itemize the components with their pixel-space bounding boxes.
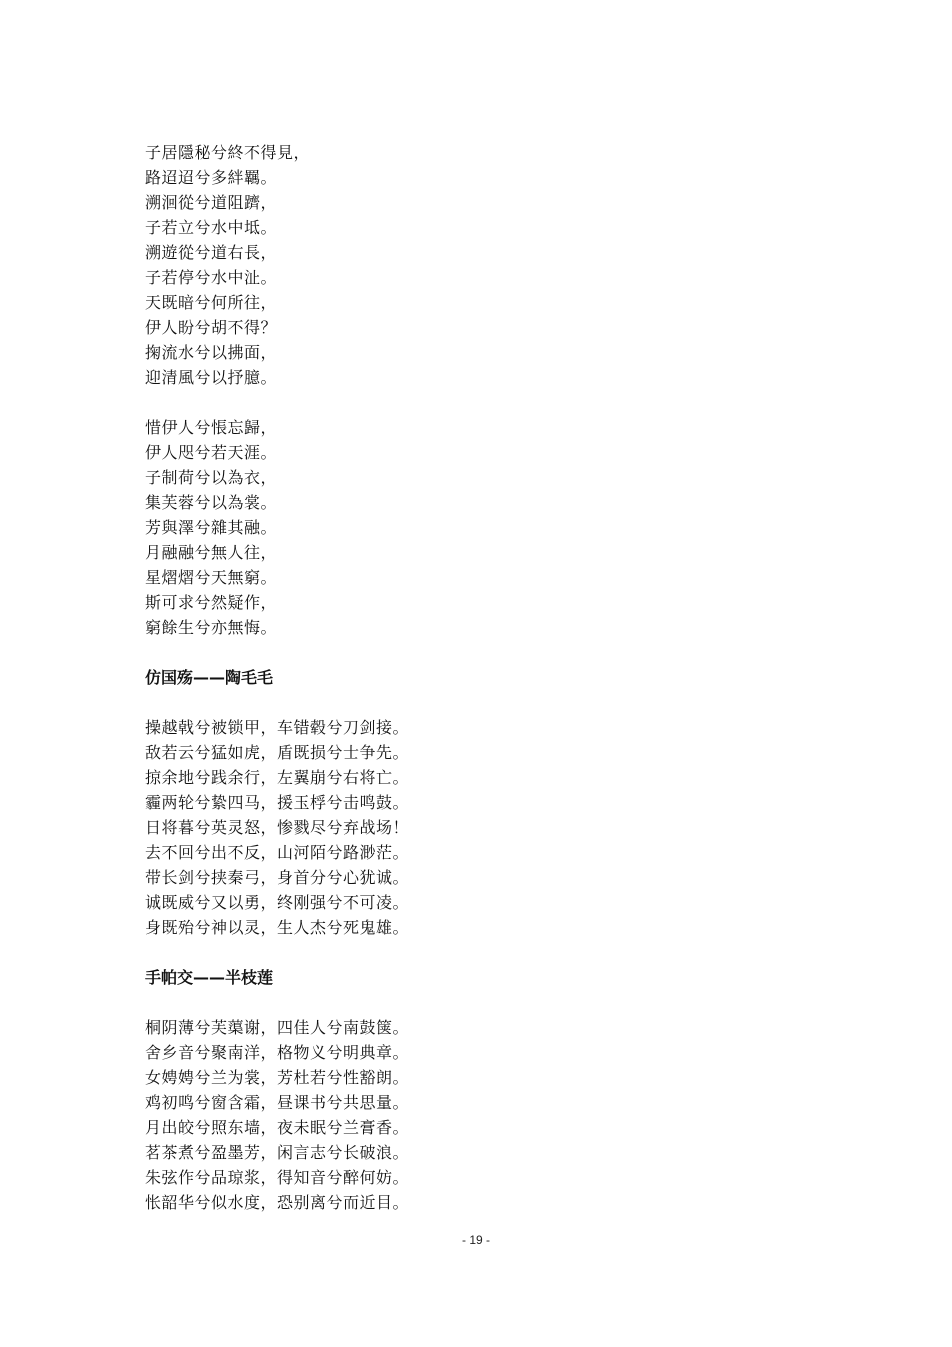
poem-line: 带长剑兮挟秦弓，身首分兮心犹诚。 xyxy=(145,868,410,887)
poem-line: 掠余地兮践余行，左翼崩兮右将亡。 xyxy=(145,768,410,787)
poem-line: 窮餘生兮亦無悔。 xyxy=(145,618,278,637)
poem-line: 溯遊從兮道右長， xyxy=(145,243,278,262)
poem-line: 集芙蓉兮以為裳。 xyxy=(145,493,278,512)
poem-line: 斯可求兮然疑作， xyxy=(145,593,278,612)
poem-line: 舍乡音兮聚南洋，格物义兮明典章。 xyxy=(145,1043,410,1062)
poem-line: 天既暗兮何所往， xyxy=(145,293,278,312)
poem-line: 霾两轮兮絷四马，援玉桴兮击鸣鼓。 xyxy=(145,793,410,812)
poem-two-heading-block xyxy=(145,665,845,690)
poem-one-stanza-two xyxy=(145,415,845,640)
poem-line: 月融融兮無人往， xyxy=(145,543,278,562)
poem-line: 日将暮兮英灵怒，惨戮尽兮弃战场！ xyxy=(145,818,410,837)
poem-heading: 手帕交——半枝莲 xyxy=(145,968,274,987)
poem-line: 子若立兮水中坻。 xyxy=(145,218,278,237)
poem-one-stanza-one xyxy=(145,140,845,390)
poem-line: 迎清風兮以抒臆。 xyxy=(145,368,278,387)
poem-line: 星熠熠兮天無窮。 xyxy=(145,568,278,587)
poem-line: 子若停兮水中沚。 xyxy=(145,268,278,287)
poem-line: 桐阴薄兮芙蕖谢，四佳人兮南鼓箧。 xyxy=(145,1018,410,1037)
poem-line: 惜伊人兮悵忘歸， xyxy=(145,418,278,437)
poem-line: 茗茶煮兮盈墨芳，闲言志兮长破浪。 xyxy=(145,1143,410,1162)
poem-line: 子居隱秘兮終不得見， xyxy=(145,143,311,162)
poem-three-body xyxy=(145,1015,845,1215)
poem-line: 路迢迢兮多絆羈。 xyxy=(145,168,278,187)
poem-line: 女娉娉兮兰为裳，芳杜若兮性豁朗。 xyxy=(145,1068,410,1087)
page-number: - 19 - xyxy=(461,1233,490,1247)
poem-line: 身既殆兮神以灵，生人杰兮死鬼雄。 xyxy=(145,918,410,937)
poem-line: 溯洄從兮道阻躋， xyxy=(145,193,278,212)
poem-line: 月出皎兮照东墙，夜未眠兮兰膏香。 xyxy=(145,1118,410,1137)
poem-heading: 仿国殇——陶毛毛 xyxy=(145,668,274,687)
poem-line: 子制荷兮以為衣， xyxy=(145,468,278,487)
poem-line: 操越戟兮被锁甲，车错毂兮刀剑接。 xyxy=(145,718,410,737)
poem-line: 掬流水兮以拂面， xyxy=(145,343,278,362)
poem-line: 伊人盼兮胡不得？ xyxy=(145,318,278,337)
poem-line: 朱弦作兮品琼浆，得知音兮醉何妨。 xyxy=(145,1168,410,1187)
poem-three-heading-block xyxy=(145,965,845,990)
poem-line: 去不回兮出不反，山河陌兮路渺茫。 xyxy=(145,843,410,862)
document-body xyxy=(145,140,845,1215)
poem-line: 芳與澤兮雜其融。 xyxy=(145,518,278,537)
poem-line: 伊人咫兮若天涯。 xyxy=(145,443,278,462)
poem-line: 敌若云兮猛如虎，盾既损兮士争先。 xyxy=(145,743,410,762)
poem-line: 诚既威兮又以勇，终刚强兮不可凌。 xyxy=(145,893,410,912)
poem-line: 鸡初鸣兮窗含霜，昼课书兮共思量。 xyxy=(145,1093,410,1112)
poem-two-body xyxy=(145,715,845,940)
stanza-gap xyxy=(145,390,845,415)
poem-line: 怅韶华兮似水度，恐别离兮而近目。 xyxy=(145,1193,410,1212)
